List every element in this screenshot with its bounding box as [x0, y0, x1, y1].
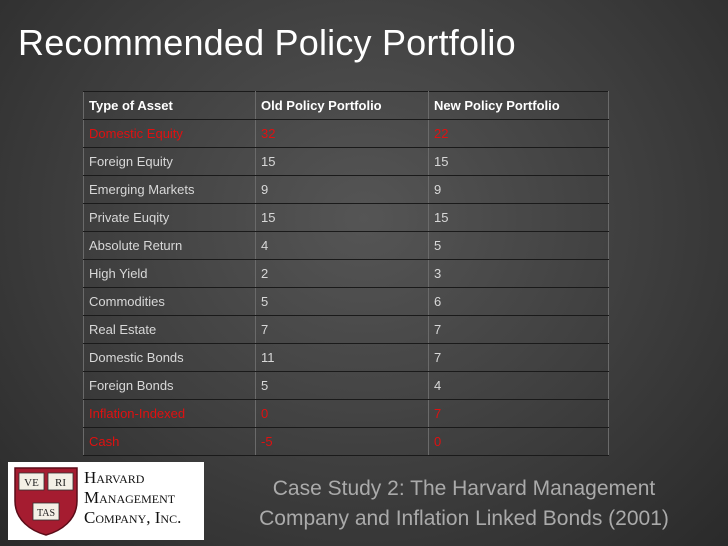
cell-asset: Emerging Markets [84, 176, 256, 204]
table-row [84, 204, 609, 232]
cell-new-policy: 15 [429, 148, 609, 176]
shield-text-2: RI [55, 477, 66, 489]
slide-title: Recommended Policy Portfolio [18, 22, 516, 63]
cell-old-policy: 15 [256, 204, 429, 232]
table-row [84, 372, 609, 400]
cell-new-policy: 5 [429, 232, 609, 260]
harvard-management-logo [8, 462, 204, 540]
caption-line-2: Company and Inflation Linked Bonds (2001) [259, 507, 669, 530]
shield-text-3: TAS [36, 508, 56, 519]
portfolio-table [83, 91, 609, 456]
cell-asset: Inflation-Indexed [84, 400, 256, 428]
cell-asset: Real Estate [84, 316, 256, 344]
header-new: New Policy Portfolio [429, 92, 609, 120]
cell-old-policy: 7 [256, 316, 429, 344]
header-old: Old Policy Portfolio [256, 92, 429, 120]
header-asset: Type of Asset [84, 92, 256, 120]
cell-old-policy: 2 [256, 260, 429, 288]
cell-asset: Foreign Bonds [84, 372, 256, 400]
table-row [84, 120, 609, 148]
table-row [84, 428, 609, 456]
cell-asset: Private Euqity [84, 204, 256, 232]
table-row [84, 316, 609, 344]
cell-old-policy: 11 [256, 344, 429, 372]
cell-old-policy: 5 [256, 288, 429, 316]
harvard-shield-icon [11, 465, 81, 537]
table-row [84, 288, 609, 316]
cell-asset: High Yield [84, 260, 256, 288]
table-row [84, 344, 609, 372]
table-header-row [84, 92, 609, 120]
cell-new-policy: 7 [429, 344, 609, 372]
case-study-caption [216, 474, 712, 534]
cell-new-policy: 15 [429, 204, 609, 232]
logo-wordmark [84, 468, 181, 528]
cell-old-policy: 32 [256, 120, 429, 148]
cell-old-policy: 15 [256, 148, 429, 176]
cell-old-policy: 5 [256, 372, 429, 400]
cell-old-policy: 4 [256, 232, 429, 260]
cell-new-policy: 7 [429, 316, 609, 344]
table-row [84, 400, 609, 428]
table-row [84, 260, 609, 288]
table-row [84, 176, 609, 204]
shield-text-1: VE [24, 477, 39, 489]
cell-asset: Absolute Return [84, 232, 256, 260]
cell-new-policy: 22 [429, 120, 609, 148]
cell-asset: Cash [84, 428, 256, 456]
table-row [84, 148, 609, 176]
cell-new-policy: 9 [429, 176, 609, 204]
cell-asset: Foreign Equity [84, 148, 256, 176]
table-row [84, 232, 609, 260]
cell-asset: Commodities [84, 288, 256, 316]
cell-new-policy: 4 [429, 372, 609, 400]
cell-old-policy: 0 [256, 400, 429, 428]
logo-line-1: Harvard [84, 468, 145, 487]
cell-new-policy: 7 [429, 400, 609, 428]
caption-line-1: Case Study 2: The Harvard Management [272, 477, 656, 500]
cell-old-policy: -5 [256, 428, 429, 456]
cell-new-policy: 3 [429, 260, 609, 288]
cell-asset: Domestic Equity [84, 120, 256, 148]
logo-line-2: Management [84, 488, 176, 507]
cell-new-policy: 6 [429, 288, 609, 316]
cell-old-policy: 9 [256, 176, 429, 204]
cell-asset: Domestic Bonds [84, 344, 256, 372]
logo-line-3: Company, Inc. [84, 508, 182, 527]
cell-new-policy: 0 [429, 428, 609, 456]
